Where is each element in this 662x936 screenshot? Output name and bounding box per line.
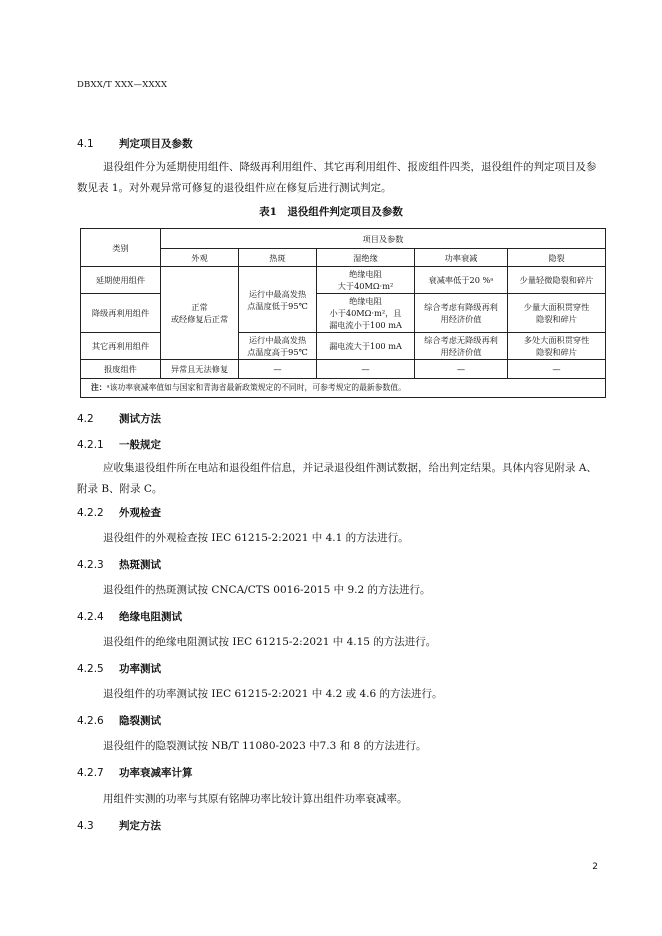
table-cell: 综合考虑有降级再利 用经济价值 [415, 294, 508, 333]
table-cell: — [508, 360, 606, 379]
section-4-2-4-heading [77, 609, 182, 624]
table-cell: 少量轻微隐裂和碎片 [508, 267, 606, 294]
section-number: 4.2.7 [77, 767, 104, 779]
section-title: 判定方法 [119, 820, 161, 832]
table-cell: 多处大面积贯穿性 隐裂和碎片 [508, 333, 606, 360]
section-title: 绝缘电阻测试 [119, 611, 182, 623]
section-title: 功率衰减率计算 [119, 767, 193, 779]
table-cell: 运行中最高发热 点温度高于95℃ [239, 333, 317, 360]
section-title: 测试方法 [119, 413, 161, 425]
section-number: 4.2.6 [77, 715, 104, 727]
table-cell: 异常且无法修复 [161, 360, 239, 379]
section-4-2-heading [77, 411, 161, 426]
table-cell: — [317, 360, 415, 379]
table-cell: 绝缘电阻 大于40MΩ·m² [317, 267, 415, 294]
judgment-table [80, 228, 606, 398]
section-number: 4.2.5 [77, 663, 104, 675]
table-note [81, 379, 606, 398]
table-cell: 降级再利用组件 [81, 294, 161, 333]
section-number: 4.2.4 [77, 611, 104, 623]
table-caption: 表1 退役组件判定项目及参数 [259, 206, 403, 218]
section-title: 外观检查 [119, 507, 161, 519]
section-4-2-1-paragraph: 应收集退役组件所在电站和退役组件信息，并记录退役组件测试数据，给出判定结果。具体内容见附录 A、附录 B、附录 C。 [77, 462, 597, 495]
section-title: 判定项目及参数 [119, 138, 193, 150]
section-4-2-3-paragraph: 退役组件的热斑测试按 CNCA/CTS 0016-2015 中 9.2 的方法进行。 [103, 584, 431, 596]
section-number: 4.2.2 [77, 507, 104, 519]
section-number: 4.2.1 [77, 439, 104, 451]
section-4-2-2-paragraph: 退役组件的外观检查按 IEC 61215-2:2021 中 4.1 的方法进行。 [103, 532, 409, 544]
table-cell: 其它再利用组件 [81, 333, 161, 360]
section-4-2-6-paragraph: 退役组件的隐裂测试按 NB/T 11080-2023 中7.3 和 8 的方法进行。 [103, 740, 427, 752]
table-cell: 运行中最高发热 点温度低于95℃ [239, 267, 317, 333]
table-cell: 综合考虑无降级再利 用经济价值 [415, 333, 508, 360]
section-4-2-1-heading [77, 437, 161, 452]
table-cell: 正常 或经修复后正常 [161, 267, 239, 360]
section-title: 一般规定 [119, 439, 161, 451]
note-text: ᵃ该功率衰减率值如与国家和青海省最新政策规定的不同时，可参考规定的最新参数值。 [106, 383, 406, 392]
page-number: 2 [592, 862, 598, 872]
section-4-2-6-heading [77, 713, 161, 728]
section-number: 4.1 [77, 138, 94, 150]
document-code: DBXX/T XXX—XXXX [77, 80, 168, 90]
section-4-2-2-heading [77, 505, 161, 520]
header-appearance: 外观 [161, 249, 239, 267]
section-4-2-5-paragraph: 退役组件的功率测试按 IEC 61215-2:2021 中 4.2 或 4.6 的方法进行。 [103, 688, 443, 700]
section-title: 热斑测试 [119, 559, 161, 571]
table-cell: 衰减率低于20 %ᵃ [415, 267, 508, 294]
header-hotspot: 热斑 [239, 249, 317, 267]
table-cell: 少量大面积贯穿性 隐裂和碎片 [508, 294, 606, 333]
table-cell: 报废组件 [81, 360, 161, 379]
section-title: 隐裂测试 [119, 715, 161, 727]
header-category: 类别 [81, 229, 161, 267]
section-4-2-4-paragraph: 退役组件的绝缘电阻测试按 IEC 61215-2:2021 中 4.15 的方法进行。 [103, 636, 437, 648]
section-4-1-heading [77, 136, 193, 151]
table-cell: 绝缘电阻 小于40MΩ·m²，且 漏电流小于100 mA [317, 294, 415, 333]
header-wet-insulation: 湿绝缘 [317, 249, 415, 267]
header-group: 项目及参数 [161, 229, 606, 249]
section-number: 4.2 [77, 413, 94, 425]
table-cell: — [239, 360, 317, 379]
section-number: 4.2.3 [77, 559, 104, 571]
section-title: 功率测试 [119, 663, 161, 675]
section-4-2-7-paragraph: 用组件实测的功率与其原有铭牌功率比较计算出组件功率衰减率。 [103, 793, 408, 805]
section-number: 4.3 [77, 820, 94, 832]
header-power-decay: 功率衰减 [415, 249, 508, 267]
section-4-2-3-heading [77, 557, 161, 572]
section-4-1-paragraph: 退役组件分为延期使用组件、降级再利用组件、其它再利用组件、报废组件四类，退役组件的判定项目及参数见表 1。对外观异常可修复的退役组件应在修复后进行测试判定。 [77, 161, 597, 194]
note-label: 注： [91, 383, 107, 392]
section-4-2-5-heading [77, 661, 161, 676]
table-cell: 延期使用组件 [81, 267, 161, 294]
section-4-2-7-heading [77, 765, 193, 780]
header-crack: 隐裂 [508, 249, 606, 267]
table-cell: — [415, 360, 508, 379]
table-cell: 漏电流大于100 mA [317, 333, 415, 360]
section-4-3-heading [77, 818, 161, 833]
